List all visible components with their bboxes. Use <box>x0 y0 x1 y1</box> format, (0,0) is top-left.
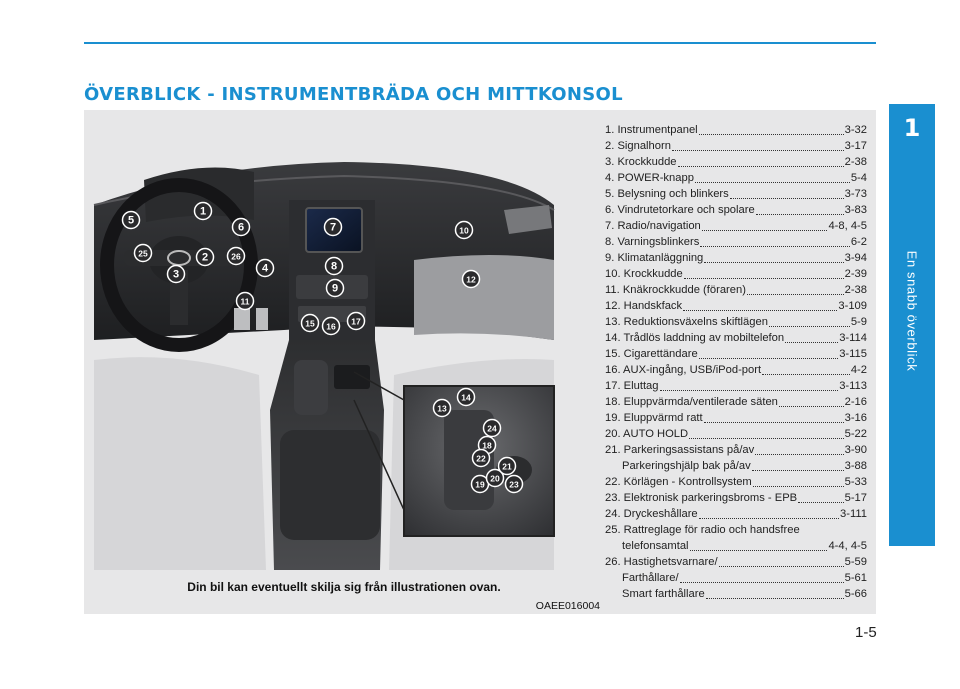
entry-page: 4-2 <box>850 364 867 376</box>
reference-entry <box>605 474 867 490</box>
callout-26 <box>228 248 245 265</box>
svg-text:2: 2 <box>201 251 209 264</box>
callout-10 <box>456 222 473 239</box>
entry-page: 4-4, 4-5 <box>828 540 867 552</box>
entry-label: telefonsamtal <box>622 540 689 552</box>
reference-entry <box>605 538 867 554</box>
reference-entry <box>605 138 867 154</box>
entry-page: 3-114 <box>839 332 867 344</box>
entry-label: 2. Signalhorn <box>605 140 671 152</box>
reference-entry <box>605 506 867 522</box>
reference-entry <box>605 346 867 362</box>
chapter-tab <box>889 104 935 546</box>
callout-1 <box>195 203 212 220</box>
reference-entry <box>605 298 867 314</box>
entry-label: 24. Dryckeshållare <box>605 508 698 520</box>
entry-page: 2-38 <box>844 156 867 168</box>
dot-leader <box>678 166 844 167</box>
reference-entry <box>605 314 867 330</box>
figure-code: OAEE016004 <box>535 600 600 612</box>
entry-label: 25. Rattreglage för radio och handsfree <box>605 524 800 536</box>
entry-page: 5-66 <box>844 588 867 600</box>
reference-entry <box>605 426 867 442</box>
dot-leader <box>756 214 844 215</box>
entry-page: 4-8, 4-5 <box>828 220 867 232</box>
svg-text:5: 5 <box>127 214 135 227</box>
dot-leader <box>785 342 838 343</box>
page-number: 1-5 <box>855 624 877 641</box>
entry-page: 3-113 <box>839 380 867 392</box>
dot-leader <box>730 198 844 199</box>
dot-leader <box>672 150 844 151</box>
entry-label: 9. Klimatanläggning <box>605 252 704 264</box>
entry-page: 5-61 <box>844 572 867 584</box>
entry-page: 5-59 <box>844 556 867 568</box>
svg-text:19: 19 <box>475 479 485 490</box>
callout-14 <box>458 389 475 406</box>
dot-leader <box>680 582 844 583</box>
callout-5 <box>123 212 140 229</box>
callout-23 <box>506 476 523 493</box>
reference-entry <box>605 394 867 410</box>
callout-11 <box>237 293 254 310</box>
callout-4 <box>257 260 274 277</box>
dot-leader <box>755 454 843 455</box>
dot-leader <box>747 294 844 295</box>
dot-leader <box>704 262 843 263</box>
svg-text:8: 8 <box>330 260 338 273</box>
dot-leader <box>704 422 844 423</box>
svg-text:24: 24 <box>487 423 497 434</box>
chapter-label: En snabb överblick <box>904 250 920 372</box>
reference-entry <box>605 250 867 266</box>
callout-17 <box>348 313 365 330</box>
svg-text:3: 3 <box>172 268 180 281</box>
callout-24 <box>484 420 501 437</box>
content-panel <box>84 110 876 614</box>
reference-entry <box>605 586 867 602</box>
dot-leader <box>683 310 837 311</box>
entry-page: 5-4 <box>850 172 867 184</box>
dot-leader <box>699 358 839 359</box>
callout-2 <box>197 249 214 266</box>
dot-leader <box>769 326 850 327</box>
svg-text:25: 25 <box>138 248 148 259</box>
entry-page: 3-88 <box>844 460 867 472</box>
entry-label: 17. Eluttag <box>605 380 659 392</box>
dot-leader <box>779 406 844 407</box>
callout-12 <box>463 271 480 288</box>
reference-entry <box>605 170 867 186</box>
figure-caption: Din bil kan eventuellt skilja sig från illustrationen ovan. <box>187 580 501 594</box>
entry-label: 3. Krockkudde <box>605 156 677 168</box>
entry-label: 19. Eluppvärmd ratt <box>605 412 703 424</box>
entry-label: 4. POWER-knapp <box>605 172 694 184</box>
reference-entry <box>605 442 867 458</box>
entry-page: 5-33 <box>844 476 867 488</box>
entry-page: 3-16 <box>844 412 867 424</box>
entry-label: 11. Knäkrockkudde (föraren) <box>605 284 746 296</box>
reference-entry <box>605 410 867 426</box>
entry-label: 16. AUX-ingång, USB/iPod-port <box>605 364 762 376</box>
dot-leader <box>690 550 828 551</box>
dot-leader <box>684 278 844 279</box>
top-rule <box>84 42 876 44</box>
entry-label: 8. Varningsblinkers <box>605 236 700 248</box>
svg-text:6: 6 <box>237 221 245 234</box>
dot-leader <box>702 230 828 231</box>
svg-text:7: 7 <box>329 221 337 234</box>
entry-page: 3-17 <box>844 140 867 152</box>
entry-label: 20. AUTO HOLD <box>605 428 689 440</box>
reference-entry <box>605 570 867 586</box>
dot-leader <box>706 598 844 599</box>
entry-page: 3-94 <box>844 252 867 264</box>
callout-13 <box>434 400 451 417</box>
entry-label: 14. Trådlös laddning av mobiltelefon <box>605 332 785 344</box>
entry-label: Smart farthållare <box>622 588 705 600</box>
entry-label: 18. Eluppvärmda/ventilerade säten <box>605 396 778 408</box>
entry-page: 3-73 <box>844 188 867 200</box>
svg-text:11: 11 <box>240 296 250 307</box>
svg-text:14: 14 <box>461 392 471 403</box>
svg-text:1: 1 <box>199 205 207 218</box>
entry-page: 2-16 <box>844 396 867 408</box>
chapter-number: 1 <box>903 114 921 142</box>
dot-leader <box>699 518 839 519</box>
entry-label: 10. Krockkudde <box>605 268 683 280</box>
dot-leader <box>699 134 844 135</box>
reference-list <box>605 122 867 602</box>
svg-text:21: 21 <box>502 461 512 472</box>
callout-21 <box>499 458 516 475</box>
entry-page: 3-83 <box>844 204 867 216</box>
svg-text:23: 23 <box>509 479 519 490</box>
svg-text:18: 18 <box>482 440 492 451</box>
reference-entry <box>605 218 867 234</box>
reference-entry <box>605 458 867 474</box>
svg-text:10: 10 <box>459 225 469 236</box>
svg-text:4: 4 <box>261 262 269 275</box>
entry-label: 22. Körlägen - Kontrollsystem <box>605 476 752 488</box>
reference-entry <box>605 378 867 394</box>
svg-text:17: 17 <box>351 316 361 327</box>
reference-entry <box>605 266 867 282</box>
reference-entry <box>605 490 867 506</box>
entry-label: 15. Cigarettändare <box>605 348 698 360</box>
entry-label: 13. Reduktionsväxelns skiftlägen <box>605 316 768 328</box>
reference-entry <box>605 202 867 218</box>
dot-leader <box>762 374 850 375</box>
svg-text:15: 15 <box>305 318 315 329</box>
svg-text:26: 26 <box>231 251 241 262</box>
dot-leader <box>798 502 843 503</box>
entry-label: 12. Handskfack <box>605 300 683 312</box>
dot-leader <box>695 182 850 183</box>
callout-8 <box>326 258 343 275</box>
svg-text:16: 16 <box>326 321 336 332</box>
entry-page: 6-2 <box>850 236 867 248</box>
dot-leader <box>700 246 850 247</box>
reference-entry <box>605 234 867 250</box>
reference-entry <box>605 282 867 298</box>
svg-text:20: 20 <box>490 473 500 484</box>
dot-leader <box>689 438 843 439</box>
callout-7 <box>325 219 342 236</box>
entry-label: 6. Vindrutetorkare och spolare <box>605 204 755 216</box>
callout-3 <box>168 266 185 283</box>
entry-page: 3-32 <box>844 124 867 136</box>
reference-entry <box>605 186 867 202</box>
entry-label: Parkeringshjälp bak på/av <box>622 460 751 472</box>
reference-entry <box>605 554 867 570</box>
callout-6 <box>233 219 250 236</box>
callout-layer <box>84 110 604 614</box>
page-title: ÖVERBLICK - INSTRUMENTBRÄDA OCH MITTKONSOL <box>84 84 623 105</box>
entry-page: 2-39 <box>844 268 867 280</box>
entry-label: 7. Radio/navigation <box>605 220 701 232</box>
dot-leader <box>660 390 839 391</box>
entry-label: Farthållare/ <box>622 572 679 584</box>
entry-label: 21. Parkeringsassistans på/av <box>605 444 755 456</box>
entry-page: 5-22 <box>844 428 867 440</box>
svg-text:22: 22 <box>476 453 486 464</box>
entry-page: 3-111 <box>840 508 867 520</box>
reference-entry <box>605 522 867 538</box>
dot-leader <box>753 486 844 487</box>
entry-page: 3-115 <box>839 348 867 360</box>
entry-page: 5-17 <box>844 492 867 504</box>
reference-entry <box>605 362 867 378</box>
svg-text:9: 9 <box>331 282 339 295</box>
reference-entry <box>605 154 867 170</box>
dashboard-illustration <box>84 110 604 614</box>
entry-label: 23. Elektronisk parkeringsbroms - EPB <box>605 492 798 504</box>
callout-9 <box>327 280 344 297</box>
callout-25 <box>135 245 152 262</box>
dot-leader <box>752 470 844 471</box>
entry-page: 2-38 <box>844 284 867 296</box>
dot-leader <box>719 566 844 567</box>
svg-text:12: 12 <box>466 274 476 285</box>
entry-page: 3-109 <box>838 300 867 312</box>
entry-page: 3-90 <box>844 444 867 456</box>
svg-text:13: 13 <box>437 403 447 414</box>
reference-entry <box>605 122 867 138</box>
callout-15 <box>302 315 319 332</box>
entry-label: 5. Belysning och blinkers <box>605 188 729 200</box>
entry-page: 5-9 <box>850 316 867 328</box>
callout-22 <box>473 450 490 467</box>
reference-entry <box>605 330 867 346</box>
entry-label: 26. Hastighetsvarnare/ <box>605 556 718 568</box>
entry-label: 1. Instrumentpanel <box>605 124 698 136</box>
callout-16 <box>323 318 340 335</box>
